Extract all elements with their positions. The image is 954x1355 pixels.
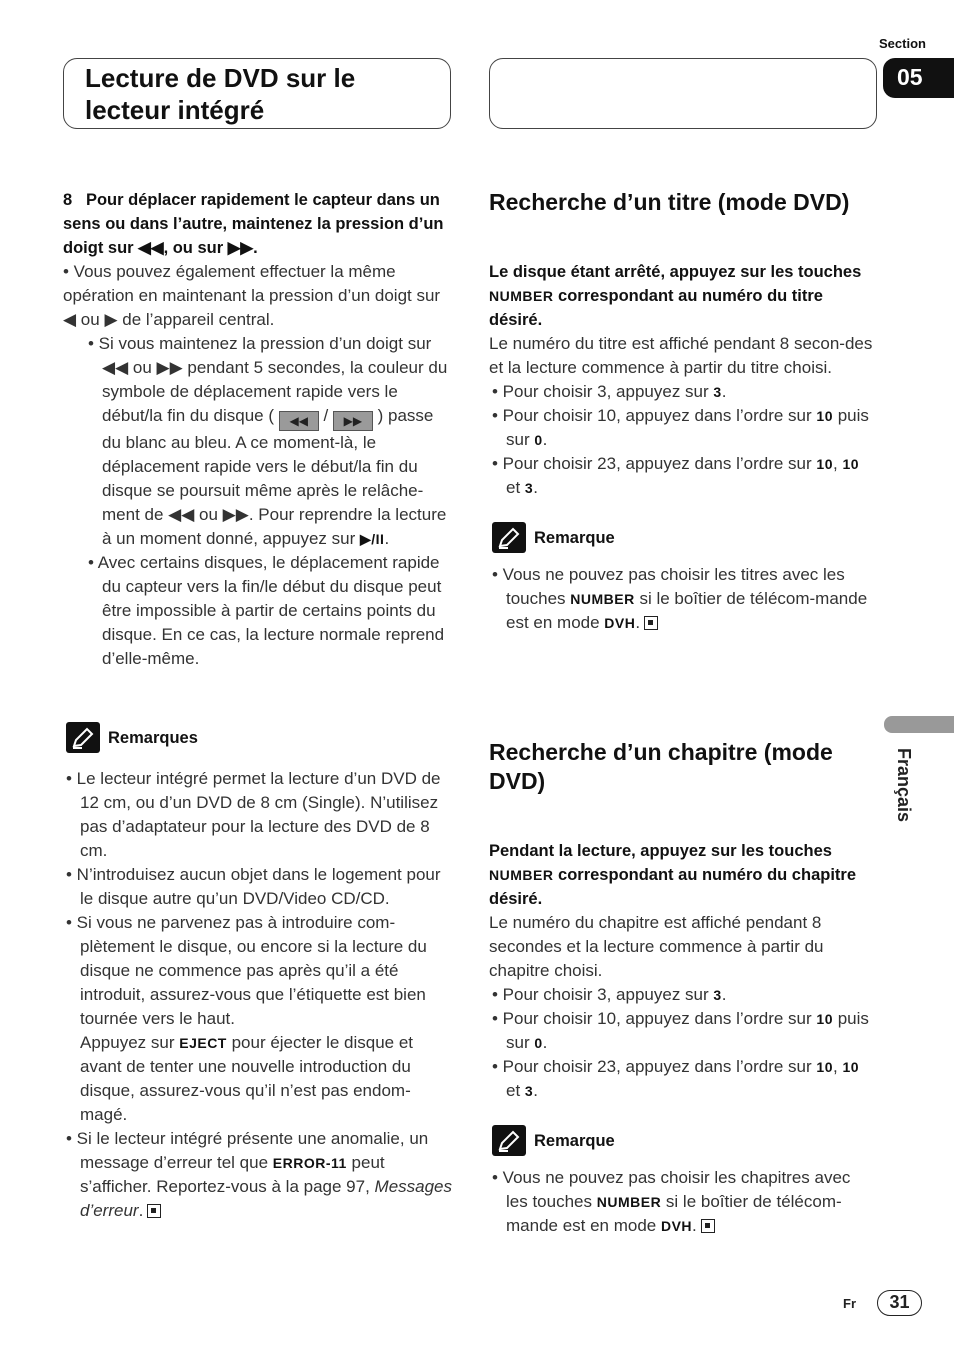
eject-key: EJECT [179,1035,227,1051]
instruction-text: Pendant la lecture, appuyez sur les touches [489,842,832,860]
key-label: 3 [524,480,534,496]
empty-header-box [489,58,877,129]
chapter-search-bullet [489,983,874,1007]
title-search-bullet [489,404,874,452]
bullet-text: • Pour choisir 23, appuyez dans l’ordre sur [492,1057,817,1076]
bullet-text: • Pour choisir 23, appuyez dans l’ordre sur [492,454,817,473]
key-label: 10 [816,1011,833,1027]
bullet-text: puis sur [506,1009,869,1052]
subitem-text: ou [128,358,157,377]
note-text: • Si le lecteur intégré présente une anomalie, un message d’erreur tel que [66,1129,429,1172]
key-label: 10 [816,1059,833,1075]
key-label: 10 [842,1059,860,1075]
subitem-text: . [384,529,390,548]
number-key: NUMBER [489,288,554,304]
step-8-subitem-1 [63,332,453,551]
end-of-section-icon [701,1219,715,1233]
instruction-text: correspondant au numéro du titre désiré. [489,287,823,329]
subitem-text: pendant 5 secondes, la couleur du symbole de déplacement rapide vers le début/la fin du disque ( [102,358,448,425]
bullet-text: • Pour choisir 3, appuyez sur [492,382,714,401]
number-key: NUMBER [570,591,635,607]
chapter-title-line2: lecteur intégré [85,95,265,125]
language-tab [884,716,954,733]
subitem-text: ou [194,505,223,524]
step-heading-text: , ou sur [163,239,228,257]
step-heading-text: . [253,239,258,257]
bullet-text: et [506,478,525,497]
fast-forward-display-icon: ▶▶ [333,411,373,431]
note-title: Remarque [534,528,615,547]
step-8-subitem-2: • Avec certains disques, le déplacement rapide du capteur vers la fin/le début du disque peut être impossible à partir de certains points du disque. En ce cas, la lecture normale reprend d’elle-même. [88,553,445,668]
note-title: Remarque [534,1131,615,1150]
chapter-note-item [489,1166,874,1238]
play-pause-key: ▶/II [360,531,385,547]
right-arrow-icon: ▶ [104,310,118,329]
bullet-text: . [542,430,548,449]
title-search-body: Le numéro du titre est affiché pendant 8 secon-des et la lecture commence à partir du titre choisi. [489,334,873,377]
step-8-paragraph [63,260,453,332]
chapter-search-instruction [489,839,874,911]
end-of-section-icon [147,1204,161,1218]
instruction-text: correspondant au numéro du chapitre désiré. [489,866,856,908]
key-label: 10 [816,456,833,472]
forward-symbol-icon: ▶▶ [222,505,249,524]
note-text: si le boîtier de télécom-mande est en mode [506,1192,842,1235]
left-arrow-icon: ◀ [63,310,77,329]
bullet-text: • Pour choisir 10, appuyez dans l’ordre sur [492,406,817,425]
chapter-title-line1: Lecture de DVD sur le [85,63,356,93]
pencil-note-icon [492,522,526,553]
paragraph-text: de l’appareil central. [117,310,275,329]
rewind-symbol-icon: ◀◀ [168,505,195,524]
title-note-item [489,563,874,635]
paragraph-text: ou [76,310,105,329]
bullet-text: puis sur [506,406,869,449]
rewind-symbol-icon: ◀◀ [102,358,129,377]
chapter-search-body: Le numéro du chapitre est affiché pendant 8 secondes et la lecture commence à partir du chapitre choisi. [489,913,824,980]
key-label: 3 [524,1083,534,1099]
notes-title: Remarques [108,728,198,747]
bullet-text: . [542,1033,548,1052]
chapter-search-bullet [489,1007,874,1055]
key-label: 10 [816,408,833,424]
step-number: 8 [63,191,73,209]
key-label: 3 [713,384,722,400]
note-text: . [635,613,641,632]
note-item: • N’introduisez aucun objet dans le logement pour le disque autre qu’un DVD/Video CD/CD. [66,865,441,908]
chapter-search-section [489,738,874,1238]
chapter-search-bullet [489,1055,874,1103]
bullet-text: • Pour choisir 10, appuyez dans l’ordre sur [492,1009,817,1028]
title-search-heading: Recherche d’un titre (mode DVD) [489,189,850,215]
dvh-mode-key: DVH [660,1218,693,1234]
note-item [63,1127,453,1223]
left-column [63,188,453,671]
key-label: 0 [534,1035,543,1051]
page-number: 31 [877,1290,922,1316]
key-label: 10 [842,456,860,472]
note-text: Appuyez sur [80,1033,180,1052]
section-number-tab: 05 [883,58,954,98]
bullet-text: et [506,1081,525,1100]
note-item: • Le lecteur intégré permet la lecture d’un DVD de 12 cm, ou d’un DVD de 8 cm (Single). N’utilisez pas d’adaptateur pour la lecture des DVD de 8 cm. [66,769,441,860]
note-text: . [138,1201,144,1220]
key-label: 3 [713,987,722,1003]
note-item: • Si vous ne parvenez pas à introduire com-plètement le disque, ou encore si la lecture du disque ne commence pas après qu’il a été introduit, assurez-vous que l’étiquette est bien tournée vers le haut. [66,913,427,1028]
rewind-symbol-icon: ◀◀ [138,239,164,257]
note-text: pour éjecter le disque et avant de tenter une nouvelle introduction du disque, assurez-vous qu’il n’est pas endom-magé. [80,1033,414,1124]
note-text: si le boîtier de télécom-mande est en mode [506,589,868,632]
fast-rewind-display-icon: ◀◀ [279,411,319,431]
error-code: ERROR-11 [272,1155,347,1171]
bullet-text: . [721,382,727,401]
step-8-heading [63,188,453,260]
subitem-text: • Si vous maintenez la pression d’un doigt sur [88,334,432,353]
key-label: 0 [534,432,543,448]
notes-header [66,722,453,753]
title-search-bullet [489,452,874,500]
note-text: • Vous ne pouvez pas choisir les chapitres avec les touches [492,1168,851,1211]
forward-symbol-icon: ▶▶ [156,358,183,377]
number-key: NUMBER [489,867,554,883]
note-text: peut s’afficher. Reportez-vous à la page 97, [80,1153,385,1196]
chapter-note-header [492,1125,874,1156]
left-notes [63,722,453,1223]
section-label: Section [879,36,926,51]
dvh-mode-key: DVH [604,615,636,631]
title-note-header [492,522,874,553]
pencil-note-icon [492,1125,526,1156]
bullet-text: , [832,1057,843,1076]
bullet-text: • Pour choisir 3, appuyez sur [492,985,714,1004]
subitem-text: . Pour reprendre la lecture à un moment donné, appuyez sur [102,505,447,548]
note-text: . [692,1216,697,1235]
chapter-title-box [63,58,451,129]
paragraph-text: • Vous pouvez également effectuer la même opération en maintenant la pression d’un doigt sur [63,262,441,305]
title-search-instruction [489,260,874,332]
title-search-bullet [489,380,874,404]
forward-symbol-icon: ▶▶ [227,239,254,257]
bullet-text: . [721,985,727,1004]
cross-reference-link[interactable]: Messages d’erreur [80,1177,453,1220]
note-text: • Vous ne pouvez pas choisir les titres avec les touches [492,565,845,608]
language-code: Fr [843,1296,856,1311]
subitem-text: / [318,406,333,425]
bullet-text: , [832,454,843,473]
bullet-text: . [533,1081,538,1100]
pencil-note-icon [66,722,100,753]
note-item-continued [63,1031,453,1127]
instruction-text: Le disque étant arrêté, appuyez sur les touches [489,263,862,281]
bullet-text: . [533,478,538,497]
title-search-section [489,188,874,635]
language-label: Français [894,748,914,823]
subitem-text: ) passe du blanc au bleu. A ce moment-là, le déplacement rapide vers le début/la fin du disque se poursuit même après le relâche-ment de [102,406,434,524]
end-of-section-icon [644,616,658,630]
chapter-search-heading: Recherche d’un chapitre (mode DVD) [489,739,833,794]
step-heading-text: Pour déplacer rapidement le capteur dans un sens ou dans l’autre, maintenez la pression d’un doigt sur [63,191,444,257]
number-key: NUMBER [596,1194,662,1210]
